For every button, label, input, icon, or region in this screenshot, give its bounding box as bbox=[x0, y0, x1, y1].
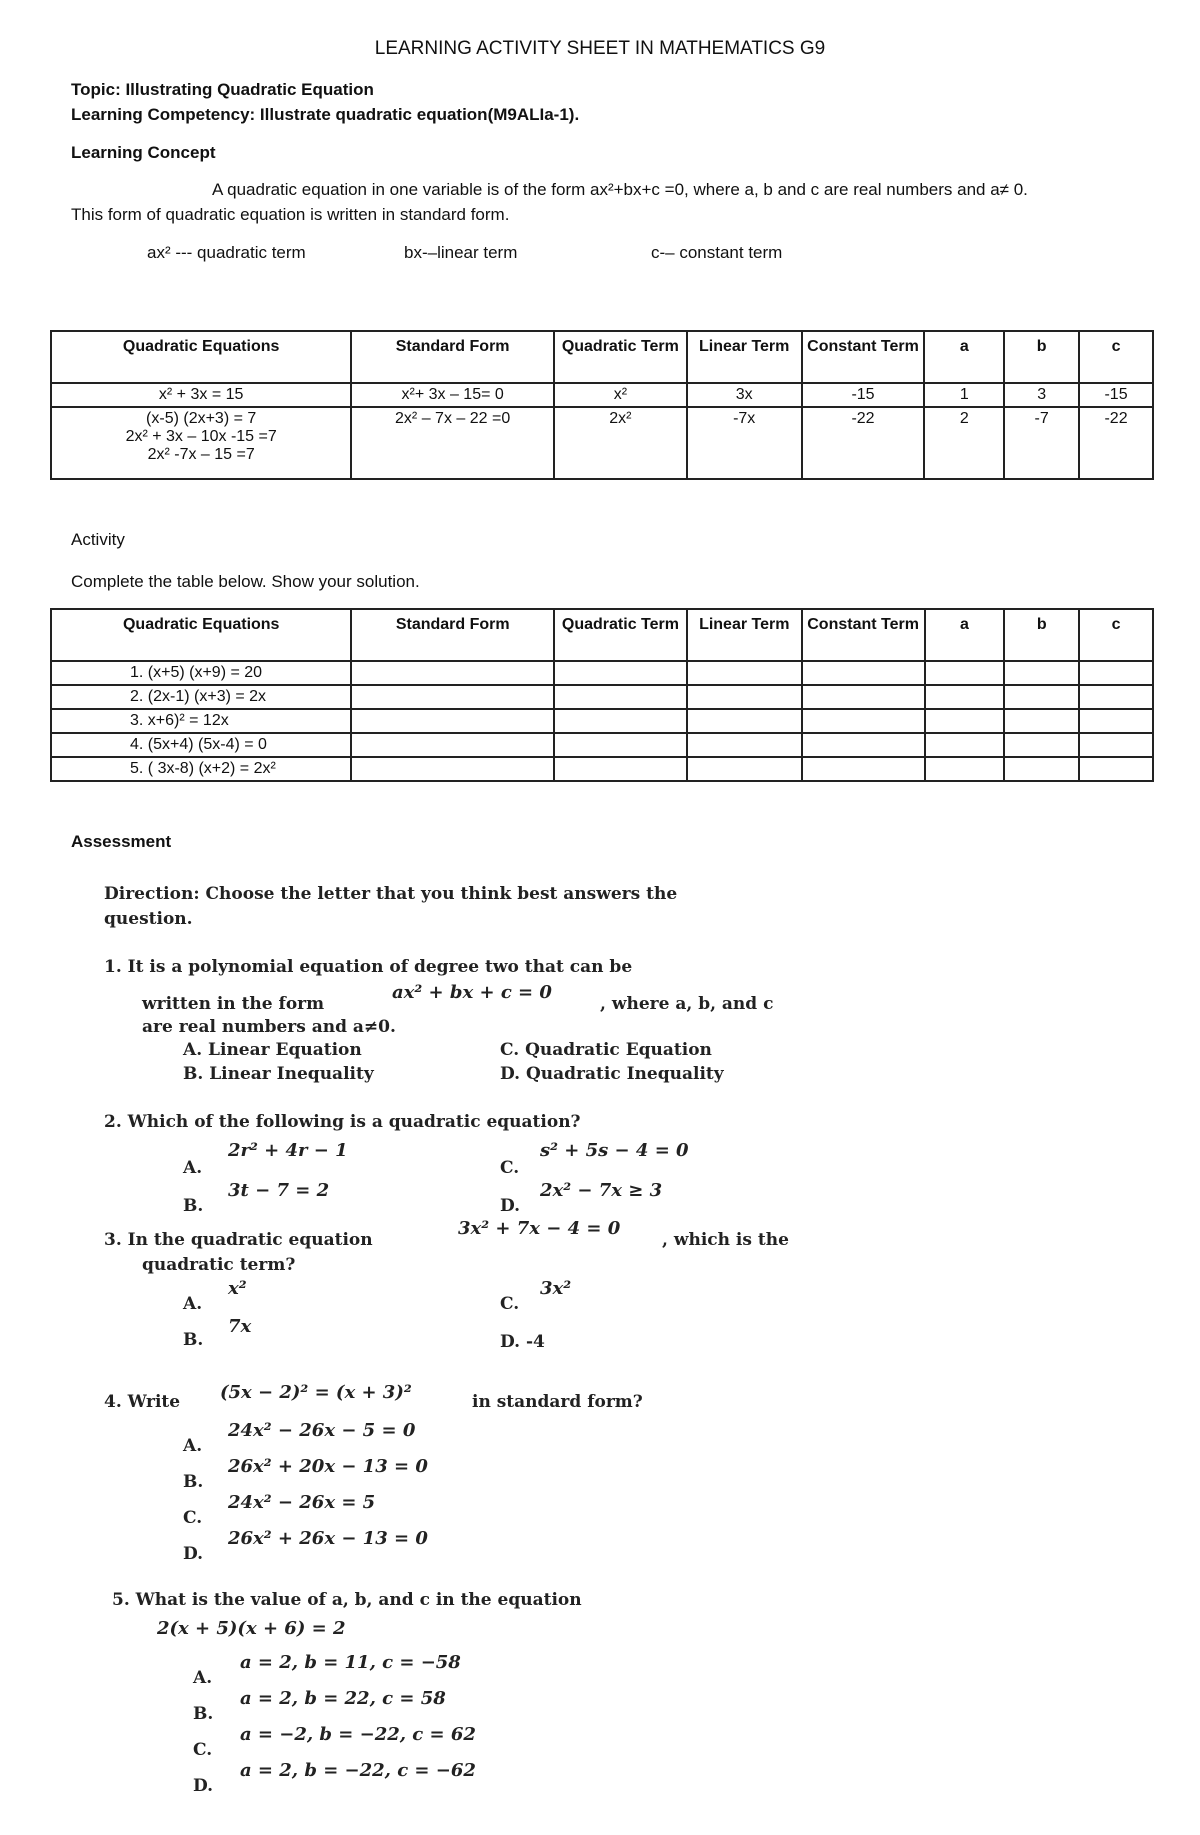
term-quadratic: ax² --- quadratic term bbox=[147, 243, 306, 262]
q4-math: (5x − 2)² = (x + 3)² bbox=[220, 1382, 412, 1403]
q1-choice-b[interactable]: B. Linear Inequality bbox=[183, 1064, 374, 1084]
answer-cell[interactable] bbox=[802, 733, 925, 757]
q4-option-b[interactable]: 26x² + 20x − 13 = 0 bbox=[228, 1456, 428, 1477]
answer-cell[interactable] bbox=[554, 733, 687, 757]
q5-option-b[interactable]: a = 2, b = 22, c = 58 bbox=[240, 1688, 446, 1709]
answer-cell[interactable] bbox=[1079, 757, 1153, 781]
q5-stem: 5. What is the value of a, b, and c in the equation bbox=[112, 1590, 582, 1610]
q4-letter-a[interactable]: A. bbox=[183, 1436, 203, 1456]
q3-letter-a[interactable]: A. bbox=[183, 1294, 203, 1314]
cell-equation bbox=[51, 407, 351, 479]
assessment-heading: Assessment bbox=[71, 832, 172, 851]
answer-cell[interactable] bbox=[1004, 661, 1079, 685]
answer-cell[interactable] bbox=[351, 757, 554, 781]
q3-letter-b[interactable]: B. bbox=[183, 1330, 204, 1350]
table-row bbox=[51, 733, 1153, 757]
cell-constant-term: -22 bbox=[802, 407, 925, 479]
q5-math: 2(x + 5)(x + 6) = 2 bbox=[157, 1618, 346, 1639]
header-quadratic-term: Quadratic Term bbox=[554, 609, 687, 661]
answer-cell[interactable] bbox=[802, 685, 925, 709]
q5-letter-d[interactable]: D. bbox=[193, 1776, 214, 1796]
answer-cell[interactable] bbox=[1004, 685, 1079, 709]
answer-cell[interactable] bbox=[554, 709, 687, 733]
answer-cell[interactable] bbox=[802, 661, 925, 685]
cell-standard-form: 2x² – 7x – 22 =0 bbox=[351, 407, 554, 479]
q4-option-d[interactable]: 26x² + 26x − 13 = 0 bbox=[228, 1528, 428, 1549]
header-c: c bbox=[1079, 609, 1153, 661]
table-header-row bbox=[51, 609, 1153, 661]
header-quadratic-equations: Quadratic Equations bbox=[51, 331, 351, 383]
header-linear-term: Linear Term bbox=[687, 609, 802, 661]
activity-equation: 2. (2x-1) (x+3) = 2x bbox=[51, 685, 351, 709]
answer-cell[interactable] bbox=[802, 757, 925, 781]
learning-competency: Learning Competency: Illustrate quadratic equation(M9ALIa-1). bbox=[71, 105, 580, 124]
example-table bbox=[50, 330, 1154, 480]
cell-quadratic-term: x² bbox=[554, 383, 687, 407]
q3-option-c[interactable]: 3x² bbox=[540, 1278, 572, 1299]
table-row bbox=[51, 407, 1153, 479]
q4-option-c[interactable]: 24x² − 26x = 5 bbox=[228, 1492, 376, 1513]
q1-choice-a[interactable]: A. Linear Equation bbox=[183, 1040, 362, 1060]
answer-cell[interactable] bbox=[925, 685, 1005, 709]
answer-cell[interactable] bbox=[351, 661, 554, 685]
activity-table bbox=[50, 608, 1154, 782]
table-row bbox=[51, 757, 1153, 781]
answer-cell[interactable] bbox=[802, 709, 925, 733]
answer-cell[interactable] bbox=[351, 709, 554, 733]
cell-c: -15 bbox=[1079, 383, 1153, 407]
concept-line-2: This form of quadratic equation is written in standard form. bbox=[71, 205, 510, 224]
activity-equation: 4. (5x+4) (5x-4) = 0 bbox=[51, 733, 351, 757]
header-standard-form: Standard Form bbox=[351, 331, 554, 383]
term-constant: c-– constant term bbox=[651, 243, 783, 262]
answer-cell[interactable] bbox=[687, 709, 802, 733]
header-b: b bbox=[1004, 331, 1079, 383]
direction-line-1: Direction: Choose the letter that you think best answers the bbox=[104, 884, 678, 904]
answer-cell[interactable] bbox=[554, 661, 687, 685]
cell-linear-term: -7x bbox=[687, 407, 802, 479]
activity-equation: 1. (x+5) (x+9) = 20 bbox=[51, 661, 351, 685]
q1-stem-line-3: are real numbers and a≠0. bbox=[142, 1017, 396, 1037]
q3-option-a[interactable]: x² bbox=[228, 1278, 247, 1299]
q5-option-d[interactable]: a = 2, b = −22, c = −62 bbox=[240, 1760, 476, 1781]
term-linear: bx-–linear term bbox=[404, 243, 518, 262]
answer-cell[interactable] bbox=[925, 757, 1005, 781]
cell-a: 2 bbox=[924, 407, 1004, 479]
direction-line-2: question. bbox=[104, 909, 193, 929]
answer-cell[interactable] bbox=[554, 685, 687, 709]
answer-cell[interactable] bbox=[554, 757, 687, 781]
q3-letter-c[interactable]: C. bbox=[500, 1294, 520, 1314]
header-constant-term: Constant Term bbox=[802, 331, 925, 383]
table-row bbox=[51, 685, 1153, 709]
q1-choice-d[interactable]: D. Quadratic Inequality bbox=[500, 1064, 724, 1084]
q3-math: 3x² + 7x − 4 = 0 bbox=[458, 1218, 621, 1239]
q5-option-c[interactable]: a = −2, b = −22, c = 62 bbox=[240, 1724, 476, 1745]
q2-stem: 2. Which of the following is a quadratic equation? bbox=[104, 1112, 581, 1132]
q2-letter-c[interactable]: C. bbox=[500, 1158, 520, 1178]
concept-heading: Learning Concept bbox=[71, 143, 216, 162]
q4-letter-d[interactable]: D. bbox=[183, 1544, 204, 1564]
q2-option-d[interactable]: 2x² − 7x ≥ 3 bbox=[540, 1180, 663, 1201]
cell-constant-term: -15 bbox=[802, 383, 925, 407]
header-constant-term: Constant Term bbox=[802, 609, 925, 661]
header-quadratic-term: Quadratic Term bbox=[554, 331, 687, 383]
activity-equation: 5. ( 3x-8) (x+2) = 2x² bbox=[51, 757, 351, 781]
q3-option-d[interactable]: D. -4 bbox=[500, 1332, 545, 1352]
q3-stem-a: 3. In the quadratic equation bbox=[104, 1230, 373, 1250]
header-standard-form: Standard Form bbox=[351, 609, 554, 661]
cell-c: -22 bbox=[1079, 407, 1153, 479]
q4-stem-a: 4. Write bbox=[104, 1392, 181, 1412]
equation-step: 2x² + 3x – 10x -15 =7 bbox=[125, 428, 277, 445]
table-row bbox=[51, 709, 1153, 733]
q1-stem-line-2b: , where a, b, and c bbox=[600, 994, 774, 1014]
q1-stem-line-1: 1. It is a polynomial equation of degree two that can be bbox=[104, 957, 633, 977]
q1-math: ax² + bx + c = 0 bbox=[392, 982, 552, 1003]
table-header-row bbox=[51, 331, 1153, 383]
cell-linear-term: 3x bbox=[687, 383, 802, 407]
header-c: c bbox=[1079, 331, 1153, 383]
q2-letter-d[interactable]: D. bbox=[500, 1196, 521, 1216]
cell-equation: x² + 3x = 15 bbox=[51, 383, 351, 407]
answer-cell[interactable] bbox=[1079, 685, 1153, 709]
activity-instruction: Complete the table below. Show your solution. bbox=[71, 572, 420, 591]
answer-cell[interactable] bbox=[1004, 757, 1079, 781]
q2-option-a[interactable]: 2r² + 4r − 1 bbox=[228, 1140, 348, 1161]
q4-stem-b: in standard form? bbox=[472, 1392, 643, 1412]
cell-standard-form: x²+ 3x – 15= 0 bbox=[351, 383, 554, 407]
q3-option-b[interactable]: 7x bbox=[228, 1316, 252, 1337]
answer-cell[interactable] bbox=[351, 685, 554, 709]
q5-letter-b[interactable]: B. bbox=[193, 1704, 214, 1724]
equation-step: 2x² -7x – 15 =7 bbox=[147, 446, 255, 463]
concept-line-1: A quadratic equation in one variable is of the form ax²+bx+c =0, where a, b and c are real numbers and a≠ 0. bbox=[212, 180, 1028, 199]
cell-b: -7 bbox=[1004, 407, 1079, 479]
q4-letter-c[interactable]: C. bbox=[183, 1508, 203, 1528]
q3-stem-b: , which is the bbox=[662, 1230, 789, 1250]
header-linear-term: Linear Term bbox=[687, 331, 802, 383]
equation-step: (x-5) (2x+3) = 7 bbox=[146, 410, 257, 427]
activity-heading: Activity bbox=[71, 530, 125, 549]
header-a: a bbox=[925, 609, 1005, 661]
topic: Topic: Illustrating Quadratic Equation bbox=[71, 80, 374, 99]
answer-cell[interactable] bbox=[687, 733, 802, 757]
activity-equation: 3. x+6)² = 12x bbox=[51, 709, 351, 733]
cell-b: 3 bbox=[1004, 383, 1079, 407]
answer-cell[interactable] bbox=[1079, 733, 1153, 757]
cell-a: 1 bbox=[924, 383, 1004, 407]
q2-letter-a[interactable]: A. bbox=[183, 1158, 203, 1178]
q2-option-b[interactable]: 3t − 7 = 2 bbox=[228, 1180, 330, 1201]
answer-cell[interactable] bbox=[687, 685, 802, 709]
answer-cell[interactable] bbox=[925, 661, 1005, 685]
q2-letter-b[interactable]: B. bbox=[183, 1196, 204, 1216]
q4-letter-b[interactable]: B. bbox=[183, 1472, 204, 1492]
header-quadratic-equations: Quadratic Equations bbox=[51, 609, 351, 661]
answer-cell[interactable] bbox=[687, 661, 802, 685]
answer-cell[interactable] bbox=[687, 757, 802, 781]
answer-cell[interactable] bbox=[1004, 709, 1079, 733]
cell-quadratic-term: 2x² bbox=[554, 407, 687, 479]
answer-cell[interactable] bbox=[351, 733, 554, 757]
q5-option-a[interactable]: a = 2, b = 11, c = −58 bbox=[240, 1652, 461, 1673]
answer-cell[interactable] bbox=[925, 733, 1005, 757]
q1-choice-c[interactable]: C. Quadratic Equation bbox=[500, 1040, 712, 1060]
header-b: b bbox=[1004, 609, 1079, 661]
answer-cell[interactable] bbox=[925, 709, 1005, 733]
q5-letter-a[interactable]: A. bbox=[193, 1668, 213, 1688]
q2-option-c[interactable]: s² + 5s − 4 = 0 bbox=[540, 1140, 689, 1161]
table-row bbox=[51, 383, 1153, 407]
answer-cell[interactable] bbox=[1079, 709, 1153, 733]
answer-cell[interactable] bbox=[1079, 661, 1153, 685]
q4-option-a[interactable]: 24x² − 26x − 5 = 0 bbox=[228, 1420, 416, 1441]
q1-stem-line-2a: written in the form bbox=[142, 994, 325, 1014]
header-a: a bbox=[924, 331, 1004, 383]
q3-stem-c: quadratic term? bbox=[142, 1255, 296, 1275]
table-row bbox=[51, 661, 1153, 685]
q5-letter-c[interactable]: C. bbox=[193, 1740, 213, 1760]
page-title: LEARNING ACTIVITY SHEET IN MATHEMATICS G9 bbox=[374, 38, 826, 59]
answer-cell[interactable] bbox=[1004, 733, 1079, 757]
